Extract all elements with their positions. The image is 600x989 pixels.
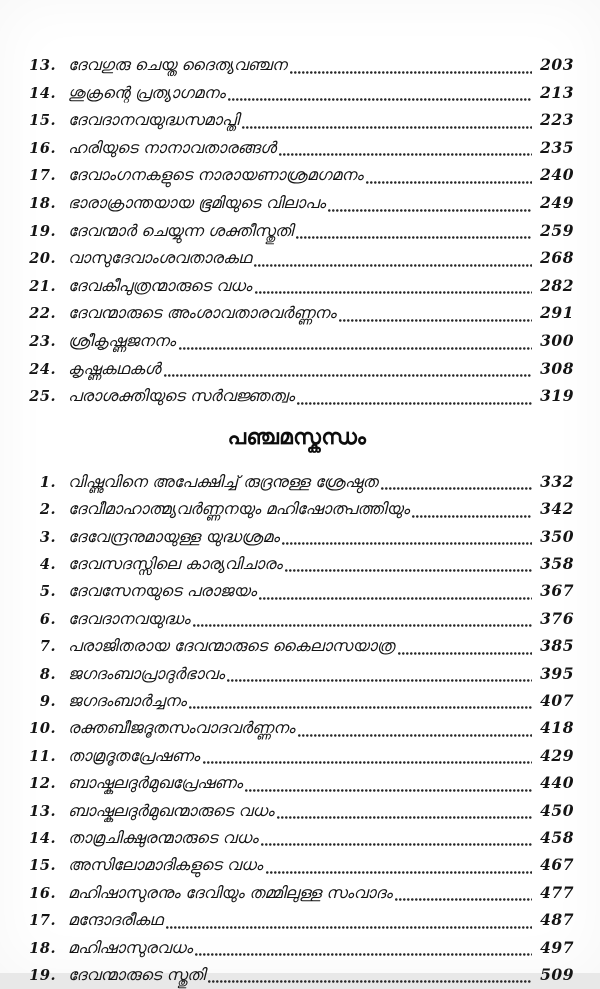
entry-title: ദേവേന്ദ്രനുമായുള്ള യുദ്ധശ്രമം xyxy=(68,526,280,546)
dotted-leader xyxy=(395,898,532,901)
entry-number: 18. xyxy=(29,939,56,957)
dotted-leader xyxy=(279,153,532,156)
entry-page-number: 350 xyxy=(540,526,574,546)
entry-page-number: 332 xyxy=(540,471,574,491)
entry-page-number: 342 xyxy=(540,499,574,519)
entry-page-number: 319 xyxy=(540,386,574,406)
entry-page-number: 376 xyxy=(540,608,574,628)
entry-page-number: 407 xyxy=(540,690,574,710)
toc-entry-row xyxy=(20,715,574,742)
dotted-leader xyxy=(412,515,532,518)
entry-number: 17. xyxy=(29,912,56,930)
entry-page-number: 235 xyxy=(540,137,574,157)
toc-entry-row xyxy=(20,80,574,108)
entry-page-number: 203 xyxy=(540,55,574,74)
toc-entry-row xyxy=(20,218,574,246)
toc-entry-row xyxy=(20,107,574,135)
entry-title: ഭാരാക്രാന്തയായ ഭൂമിയുടെ വിലാപം xyxy=(68,192,326,212)
entry-page-number: 497 xyxy=(540,937,574,957)
entry-page-number: 429 xyxy=(540,745,574,765)
toc-entry-row xyxy=(20,52,574,80)
dotted-leader xyxy=(259,597,532,600)
entry-number: 23. xyxy=(29,332,56,350)
entry-page-number: 367 xyxy=(540,581,574,601)
toc-entry-row xyxy=(20,578,574,605)
entry-title: കൃഷ്ണകഥകൾ xyxy=(68,358,161,378)
entry-title: ദേവകീപുത്രന്മാരുടെ വധം xyxy=(68,275,252,295)
toc-entry-row xyxy=(20,245,574,273)
entry-page-number: 213 xyxy=(540,82,574,102)
toc-entry-row xyxy=(20,880,574,907)
toc-entry-row xyxy=(20,524,574,551)
entry-page-number: 418 xyxy=(540,718,574,738)
toc-section-fifth-skandha xyxy=(20,469,574,989)
entry-title: ദേവസേനയുടെ പരാജയം xyxy=(68,581,257,601)
entry-number: 10. xyxy=(29,720,56,738)
entry-number: 21. xyxy=(29,277,56,295)
dotted-leader xyxy=(366,181,532,184)
dotted-leader xyxy=(297,402,532,405)
toc-entry-row xyxy=(20,852,574,879)
entry-title: ദേവന്മാർ ചെയ്യുന്ന ശക്തീസ്തുതി xyxy=(68,220,293,240)
dotted-leader xyxy=(255,291,532,294)
entry-number: 11. xyxy=(29,747,56,765)
entry-title: മന്ദോദരീകഥ xyxy=(68,910,163,930)
entry-title: മഹിഷാസുരവധം xyxy=(68,937,193,957)
toc-entry-row xyxy=(20,551,574,578)
entry-number: 15. xyxy=(29,857,56,875)
toc-entry-row xyxy=(20,356,574,384)
entry-number: 16. xyxy=(29,139,56,157)
entry-title: താമ്രദൂതപ്രേഷണം xyxy=(68,745,200,765)
dotted-leader xyxy=(282,542,532,545)
entry-page-number: 300 xyxy=(540,330,574,350)
entry-number: 9. xyxy=(39,692,56,710)
dotted-leader xyxy=(398,652,532,655)
toc-entry-row xyxy=(20,661,574,688)
entry-page-number: 477 xyxy=(540,882,574,902)
entry-number: 12. xyxy=(29,775,56,793)
entry-number: 7. xyxy=(39,638,56,656)
entry-title: ശ്രീകൃഷ്ണജനനം xyxy=(68,330,176,350)
entry-title: ഹരിയുടെ നാനാവതാരങ്ങൾ xyxy=(68,137,277,157)
dotted-leader xyxy=(339,319,532,322)
dotted-leader xyxy=(195,953,532,956)
entry-title: ബാഷ്കലദുർമുഖപ്രേഷണം xyxy=(68,773,243,793)
dotted-leader xyxy=(285,569,532,572)
entry-title: പരാജിതരായ ദേവന്മാരുടെ കൈലാസയാത്ര xyxy=(68,636,395,656)
entry-page-number: 259 xyxy=(540,220,574,240)
entry-number: 5. xyxy=(39,583,56,601)
toc-entry-row xyxy=(20,190,574,218)
dotted-leader xyxy=(266,871,532,874)
entry-number: 25. xyxy=(29,388,56,406)
entry-title: ദേവന്മാരുടെ അംശാവതാരവർണ്ണനം xyxy=(68,303,337,323)
dotted-leader xyxy=(242,126,532,129)
entry-title: ജഗദംബാർച്ചനം xyxy=(68,690,187,710)
toc-section-fourth-skandha xyxy=(20,52,574,411)
dotted-leader xyxy=(203,761,532,764)
entry-title: ദേവീമാഹാത്മ്യവർണ്ണനയും മഹിഷോത്പത്തിയും xyxy=(68,499,410,519)
toc-entry-row xyxy=(20,962,574,989)
entry-page-number: 395 xyxy=(540,663,574,683)
toc-entry-row xyxy=(20,383,574,411)
entry-title: താമ്രചിക്ഷുരന്മാരുടെ വധം xyxy=(68,828,259,847)
dotted-leader xyxy=(277,816,532,819)
toc-entry-row xyxy=(20,798,574,825)
toc-entry-row xyxy=(20,770,574,797)
dotted-leader xyxy=(164,374,532,377)
entry-number: 15. xyxy=(29,112,56,130)
toc-entry-row xyxy=(20,825,574,852)
entry-page-number: 450 xyxy=(540,800,574,820)
entry-title: ദേവദാനവയുദ്ധം xyxy=(68,608,190,628)
toc-entry-row xyxy=(20,162,574,190)
entry-page-number: 509 xyxy=(540,965,574,985)
toc-entry-row xyxy=(20,300,574,328)
dotted-leader xyxy=(245,789,532,792)
entry-page-number: 358 xyxy=(540,553,574,573)
dotted-leader xyxy=(298,734,532,737)
entry-number: 13. xyxy=(29,57,56,74)
entry-title: ദേവഗുരു ചെയ്ത ദൈത്യവഞ്ചന xyxy=(68,55,287,74)
entry-title: രക്തബീജദൂതസംവാദവർണ്ണനം xyxy=(68,718,295,738)
entry-number: 8. xyxy=(39,665,56,683)
entry-number: 19. xyxy=(29,967,56,985)
entry-title: ദേവാംഗനകളുടെ നാരായണാശ്രമഗമനം xyxy=(68,165,364,185)
entry-number: 18. xyxy=(29,194,56,212)
toc-entry-row xyxy=(20,496,574,523)
toc-entry-row xyxy=(20,469,574,496)
toc-entry-row xyxy=(20,743,574,770)
entry-page-number: 385 xyxy=(540,636,574,656)
entry-page-number: 249 xyxy=(540,192,574,212)
dotted-leader xyxy=(228,98,532,101)
toc-entry-row xyxy=(20,273,574,301)
entry-number: 22. xyxy=(29,305,56,323)
entry-page-number: 458 xyxy=(540,828,574,847)
entry-number: 20. xyxy=(29,250,56,268)
toc-entry-row xyxy=(20,328,574,356)
dotted-leader xyxy=(193,624,532,627)
dotted-leader xyxy=(208,980,532,983)
dotted-leader xyxy=(254,264,532,267)
entry-number: 16. xyxy=(29,884,56,902)
entry-title: ദേവദാനവയുദ്ധസമാപ്തി xyxy=(68,110,240,130)
entry-title: വിഷ്ണുവിനെ അപേക്ഷിച്ച് രുദ്രനുള്ള ശ്രേഷ്ഠത xyxy=(68,471,378,491)
entry-number: 4. xyxy=(39,555,56,573)
entry-title: അസിലോമാദികളുടെ വധം xyxy=(68,855,263,875)
entry-page-number: 282 xyxy=(540,275,574,295)
toc-entry-row xyxy=(20,606,574,633)
entry-number: 19. xyxy=(29,222,56,240)
entry-number: 1. xyxy=(39,473,56,491)
entry-number: 24. xyxy=(29,360,56,378)
entry-number: 14. xyxy=(29,830,56,847)
entry-page-number: 291 xyxy=(540,303,574,323)
dotted-leader xyxy=(179,347,532,350)
entry-title: ശുക്രന്റെ പ്രത്യാഗമനം xyxy=(68,82,226,102)
entry-title: വാസുദേവാംശവതാരകഥ xyxy=(68,248,252,268)
entry-page-number: 440 xyxy=(540,773,574,793)
entry-title: പരാശക്തിയുടെ സർവജ്ഞത്വം xyxy=(68,386,295,406)
toc-entry-row xyxy=(20,907,574,934)
entry-title: ദേവന്മാരുടെ സ്തുതി xyxy=(68,965,206,985)
dotted-leader xyxy=(189,706,532,709)
entry-page-number: 268 xyxy=(540,248,574,268)
dotted-leader xyxy=(261,843,532,846)
entry-number: 14. xyxy=(29,84,56,102)
dotted-leader xyxy=(381,487,532,490)
entry-page-number: 467 xyxy=(540,855,574,875)
entry-page-number: 223 xyxy=(540,110,574,130)
entry-number: 6. xyxy=(39,610,56,628)
entry-number: 17. xyxy=(29,167,56,185)
entry-page-number: 487 xyxy=(540,910,574,930)
entry-page-number: 308 xyxy=(540,358,574,378)
entry-title: ദേവസദസ്സിലെ കാര്യവിചാരം xyxy=(68,553,283,573)
dotted-leader xyxy=(166,926,532,929)
dotted-leader xyxy=(328,209,532,212)
toc-entry-row xyxy=(20,633,574,660)
toc-entry-row xyxy=(20,135,574,163)
entry-number: 2. xyxy=(39,501,56,519)
toc-entry-row xyxy=(20,935,574,962)
dotted-leader xyxy=(290,71,532,74)
toc-entry-row xyxy=(20,688,574,715)
section-heading-panchama-skandham: പഞ്ചമസ്കന്ധം xyxy=(227,424,367,450)
entry-page-number: 240 xyxy=(540,165,574,185)
entry-number: 13. xyxy=(29,802,56,820)
entry-number: 3. xyxy=(39,528,56,546)
dotted-leader xyxy=(296,236,532,239)
entry-title: ബാഷ്കലദുർമുഖന്മാരുടെ വധം xyxy=(68,800,274,820)
entry-title: ജഗദംബാപ്രാദുർഭാവം xyxy=(68,663,225,683)
dotted-leader xyxy=(227,679,532,682)
entry-title: മഹിഷാസുരനും ദേവിയും തമ്മിലുള്ള സംവാദം xyxy=(68,882,393,902)
